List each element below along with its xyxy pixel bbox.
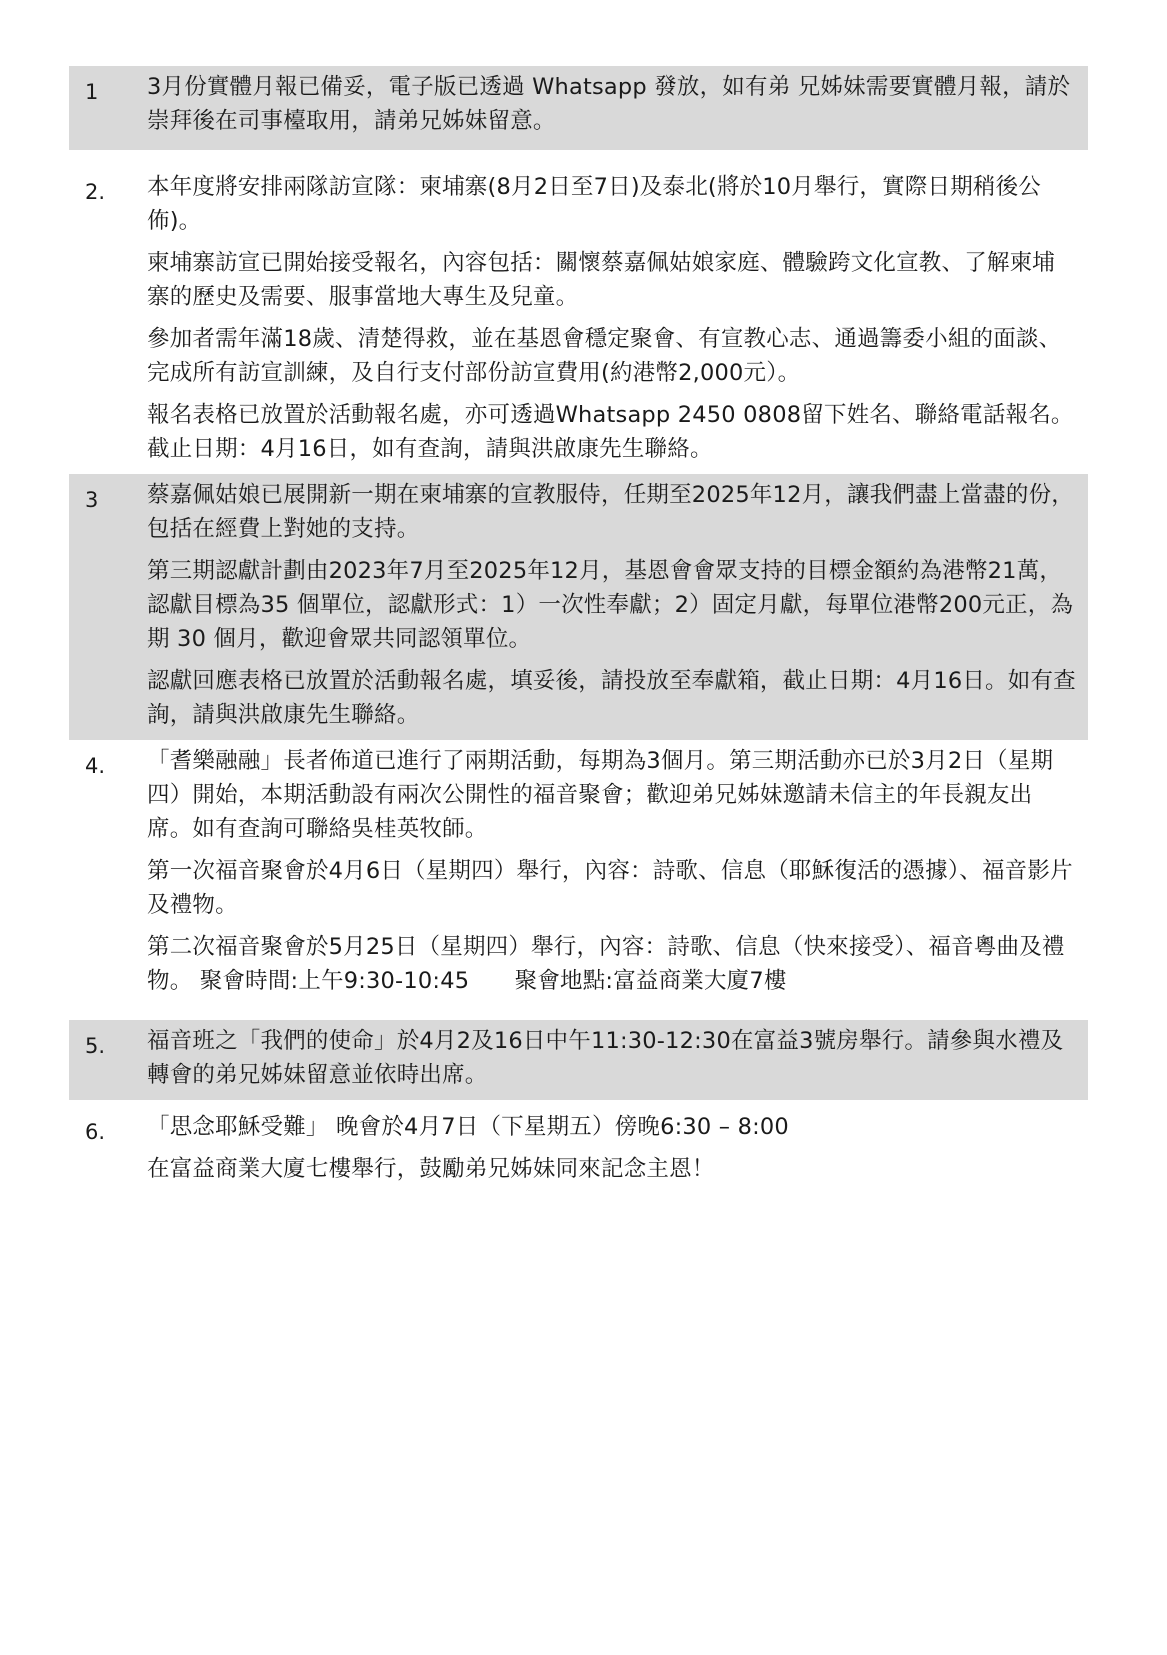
item-paragraph: 蔡嘉佩姑娘已展開新一期在柬埔寨的宣教服侍，任期至2025年12月，讓我們盡上當盡的份，包括在經費上對她的支持。 <box>147 482 1074 542</box>
item-paragraph: 「思念耶穌受難」 晚會於4月7日（下星期五）傍晚6:30 – 8:00 <box>147 1114 789 1140</box>
item-paragraph: 在富益商業大廈七樓舉行，鼓勵弟兄姊妹同來記念主恩！ <box>147 1156 715 1182</box>
announcement-item-3 <box>69 474 1088 740</box>
item-paragraph: 認獻回應表格已放置於活動報名處，填妥後，請投放至奉獻箱，截止日期：4月16日。如有查詢，請與洪啟康先生聯絡。 <box>147 668 1076 728</box>
item-content <box>147 1024 1088 1092</box>
announcement-list <box>69 66 1088 1194</box>
item-content <box>147 478 1088 732</box>
item-paragraph: 參加者需年滿18歲、清楚得救，並在基恩會穩定聚會、有宣教心志、通過籌委小組的面談、完成所有訪宣訓練，及自行支付部份訪宣費用(約港幣2,000元）。 <box>147 326 1062 386</box>
item-number: 1 <box>85 80 99 104</box>
item-paragraph: 柬埔寨訪宣已開始接受報名，內容包括：關懷蔡嘉佩姑娘家庭、體驗跨文化宣教、了解柬埔寨的歷史及需要、服事當地大專生及兒童。 <box>147 250 1056 310</box>
item-number: 3 <box>85 488 99 512</box>
item-paragraph: 第三期認獻計劃由2023年7月至2025年12月，基恩會會眾支持的目標金額約為港幣21萬，認獻目標為35 個單位，認獻形式：1）一次性奉獻；2）固定月獻，每單位港幣200元正，為期 30 個月，歡迎會眾共同認領單位。 <box>147 558 1074 652</box>
announcement-item-1 <box>69 66 1088 150</box>
item-number: 5. <box>85 1034 106 1058</box>
item-number: 2. <box>85 180 106 204</box>
item-number: 4. <box>85 754 106 778</box>
item-paragraph: 3月份實體月報已備妥，電子版已透過 Whatsapp 發放，如有弟 兄姊妹需要實體月報，請於崇拜後在司事檯取用，請弟兄姊妹留意。 <box>147 74 1071 134</box>
item-content <box>147 70 1088 138</box>
announcement-item-6 <box>69 1106 1088 1194</box>
item-content <box>147 1110 1088 1186</box>
item-paragraph: 福音班之「我們的使命」於4月2及16日中午11:30-12:30在富益3號房舉行。請參與水禮及轉會的弟兄姊妹留意並依時出席。 <box>147 1028 1064 1088</box>
item-number: 6. <box>85 1120 106 1144</box>
item-paragraph: 第二次福音聚會於5月25日（星期四）舉行，內容：詩歌、信息（快來接受）、福音粵曲及禮物。 聚會時間:上午9:30-10:45 聚會地點:富益商業大廈7樓 <box>147 934 1065 994</box>
item-paragraph: 本年度將安排兩隊訪宣隊：柬埔寨(8月2日至7日)及泰北(將於10月舉行，實際日期稍後公佈)。 <box>147 174 1042 234</box>
announcement-item-5 <box>69 1020 1088 1100</box>
item-content <box>147 744 1088 998</box>
announcement-item-4 <box>69 740 1088 1006</box>
item-content <box>147 170 1088 466</box>
item-paragraph: 報名表格已放置於活動報名處，亦可透過Whatsapp 2450 0808留下姓名、聯絡電話報名。截止日期：4月16日，如有查詢，請與洪啟康先生聯絡。 <box>147 402 1074 462</box>
announcement-item-2 <box>69 166 1088 474</box>
item-paragraph: 第一次福音聚會於4月6日（星期四）舉行，內容：詩歌、信息（耶穌復活的憑據）、福音影片及禮物。 <box>147 858 1073 918</box>
item-paragraph: 「耆樂融融」長者佈道已進行了兩期活動，每期為3個月。第三期活動亦已於3月2日（星期四）開始，本期活動設有兩次公開性的福音聚會；歡迎弟兄姊妹邀請未信主的年長親友出席。如有查詢可聯絡吳桂英牧師。 <box>147 748 1054 842</box>
